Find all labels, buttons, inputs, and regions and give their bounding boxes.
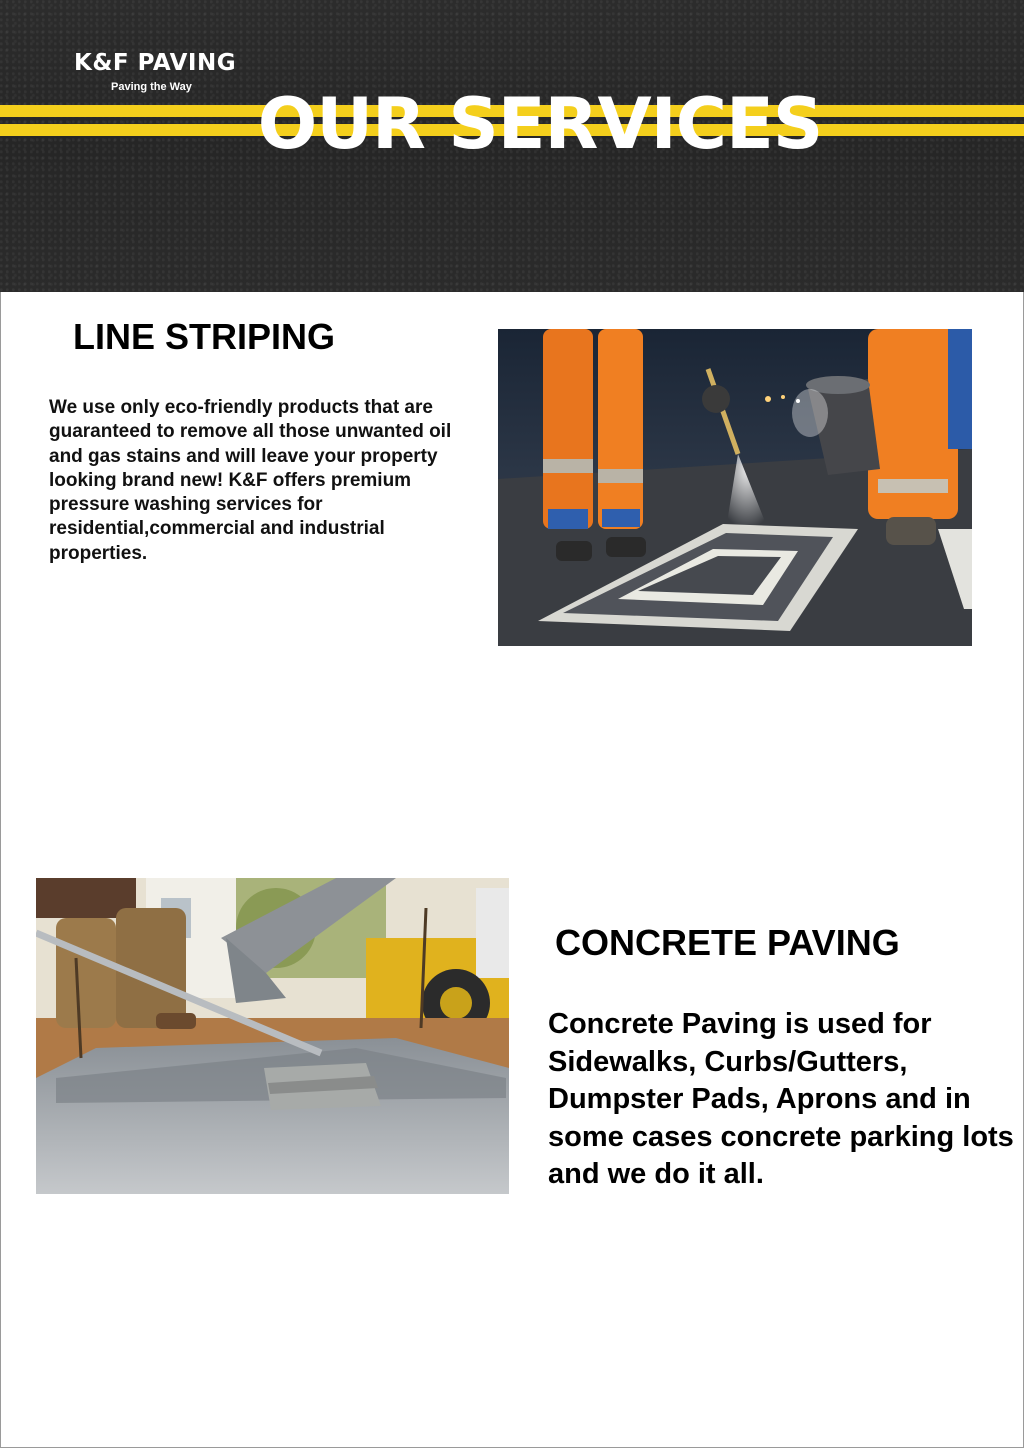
line-striping-photo: [498, 329, 972, 646]
line-striping-description: We use only eco-friendly products that are guaranteed to remove all those unwanted oil and gas stains and will leave your property looking brand new! K&F offers premium pressure washing services for residential,commercial and industrial properties.: [49, 397, 452, 564]
page-title: OUR SERVICES: [257, 83, 823, 165]
concrete-paving-description: Concrete Paving is used for Sidewalks, Curbs/Gutters, Dumpster Pads, Aprons and in some cases concrete parking lots and we do it all.: [548, 1008, 1014, 1190]
concrete-paving-heading: CONCRETE PAVING: [555, 922, 900, 963]
logo-tagline: Paving the Way: [111, 81, 192, 93]
services-header-banner: [0, 0, 1024, 292]
concrete-paving-photo: [36, 878, 509, 1194]
logo-name: K&F PAVING: [74, 50, 237, 76]
line-striping-heading: LINE STRIPING: [73, 316, 336, 357]
